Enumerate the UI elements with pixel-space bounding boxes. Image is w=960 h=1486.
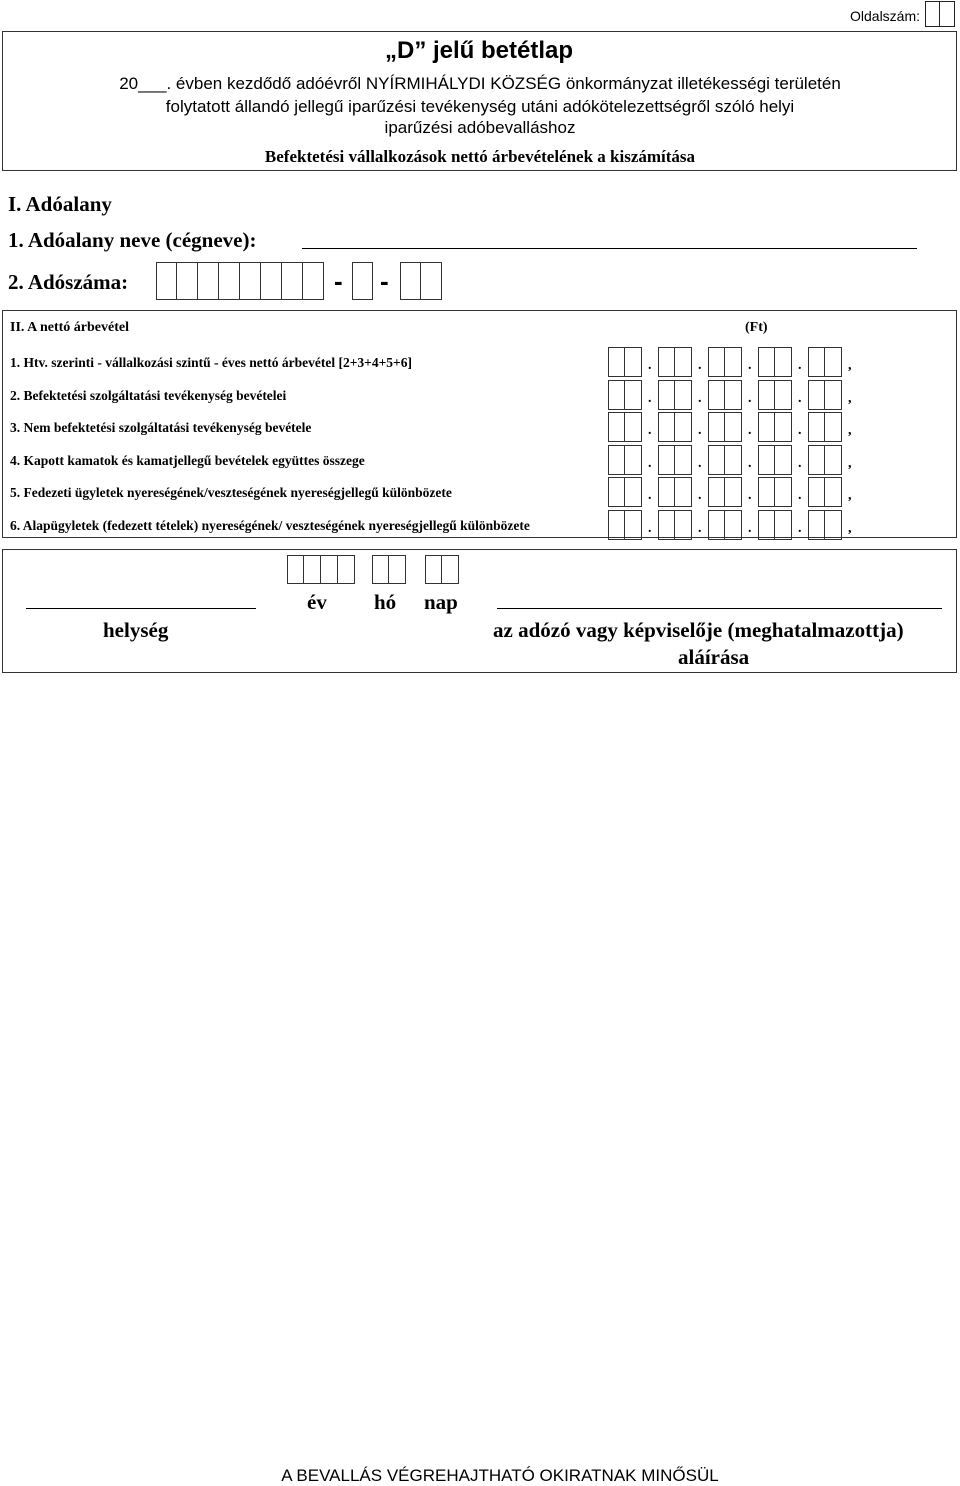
form-description-line-1: 20___. évben kezdődő adóévről NYÍRMIHÁLYDI KÖZSÉG önkormányzat illetékességi területén — [119, 74, 841, 93]
amount-digit-box[interactable] — [825, 445, 842, 475]
revenue-amount-field[interactable] — [608, 380, 858, 406]
year-digit-box[interactable] — [304, 555, 321, 584]
tax-digit-box[interactable] — [177, 262, 198, 300]
tax-digit-box[interactable] — [421, 262, 442, 300]
amount-digit-box[interactable] — [625, 347, 642, 377]
thousands-separator: . — [698, 455, 702, 471]
amount-digit-box[interactable] — [775, 380, 792, 410]
decimal-separator: , — [848, 520, 852, 536]
amount-digit-box[interactable] — [758, 477, 775, 507]
year-digit-box[interactable] — [338, 555, 355, 584]
form-title: „D” jelű betétlap — [385, 37, 574, 64]
section-1-heading: I. Adóalany — [8, 192, 112, 216]
amount-digit-box[interactable] — [625, 445, 642, 475]
revenue-row-label: 6. Alapügyletek (fedezett tételek) nyereségének/ veszteségének nyereségjellegű különbözete — [10, 517, 530, 533]
amount-digit-box[interactable] — [725, 445, 742, 475]
form-description-line-3: iparűzési adóbevalláshoz — [384, 118, 576, 137]
revenue-amount-field[interactable] — [608, 412, 858, 438]
decimal-separator: , — [848, 423, 852, 438]
amount-digit-box[interactable] — [658, 445, 675, 475]
amount-digit-box[interactable] — [825, 380, 842, 410]
amount-digit-box[interactable] — [775, 445, 792, 475]
amount-digit-box[interactable] — [608, 380, 625, 410]
place-field[interactable] — [26, 608, 256, 609]
year-digit-box[interactable] — [321, 555, 338, 584]
tax-digit-box[interactable] — [352, 262, 373, 300]
revenue-amount-field[interactable] — [608, 347, 858, 373]
amount-digit-box[interactable] — [658, 510, 675, 540]
revenue-row-label: 5. Fedezeti ügyletek nyereségének/veszteségének nyereségjellegű különbözete — [10, 485, 452, 500]
amount-digit-box[interactable] — [775, 347, 792, 377]
tax-number-label: 2. Adószáma: — [8, 270, 129, 294]
thousands-separator: . — [698, 358, 702, 373]
form-subtitle: Befektetési vállalkozások nettó árbevételének a kiszámítása — [264, 147, 696, 166]
revenue-row-label: 2. Befektetési szolgáltatási tevékenység bevételei — [10, 387, 287, 403]
form-description-line-2: folytatott állandó jellegű iparűzési tevékenység utáni adókötelezettségről szóló helyi — [165, 97, 795, 116]
amount-digit-box[interactable] — [608, 510, 625, 540]
amount-digit-box[interactable] — [825, 412, 842, 442]
thousands-separator: . — [748, 423, 752, 438]
day-boxes[interactable] — [425, 555, 459, 584]
amount-digit-box[interactable] — [825, 477, 842, 507]
month-boxes[interactable] — [372, 555, 406, 584]
amount-digit-box[interactable] — [608, 347, 625, 377]
taxpayer-name-label: 1. Adóalany neve (cégneve): — [8, 228, 257, 252]
revenue-row-label: 1. Htv. szerinti - vállalkozási szintű - éves nettó árbevétel [2+3+4+5+6] — [10, 355, 412, 370]
thousands-separator: . — [698, 488, 702, 503]
thousands-separator: . — [798, 520, 802, 536]
amount-digit-box[interactable] — [758, 347, 775, 377]
amount-digit-box[interactable] — [675, 445, 692, 475]
decimal-separator: , — [848, 390, 852, 406]
amount-digit-box[interactable] — [725, 347, 742, 377]
thousands-separator: . — [798, 455, 802, 471]
amount-digit-box[interactable] — [725, 412, 742, 442]
amount-digit-box[interactable] — [725, 380, 742, 410]
revenue-amount-field[interactable] — [608, 445, 858, 471]
amount-digit-box[interactable] — [758, 445, 775, 475]
amount-digit-box[interactable] — [625, 510, 642, 540]
thousands-separator: . — [648, 423, 652, 438]
legal-notice-footer: A BEVALLÁS VÉGREHAJTHATÓ OKIRATNAK MINŐSÜL — [281, 1466, 719, 1485]
amount-digit-box[interactable] — [725, 477, 742, 507]
tax-number-vat-box[interactable] — [352, 262, 373, 300]
thousands-separator: . — [748, 488, 752, 503]
amount-digit-box[interactable] — [608, 477, 625, 507]
amount-digit-box[interactable] — [825, 347, 842, 377]
revenue-row-label: 4. Kapott kamatok és kamatjellegű bevételek együttes összege — [10, 452, 365, 468]
amount-digit-box[interactable] — [625, 412, 642, 442]
page-number-digit-box[interactable] — [925, 1, 940, 27]
thousands-separator: . — [798, 390, 802, 406]
signature-section-frame — [2, 549, 957, 673]
place-label: helység — [103, 618, 169, 642]
amount-digit-box[interactable] — [658, 477, 675, 507]
day-digit-box[interactable] — [442, 555, 459, 584]
signature-field[interactable] — [497, 608, 942, 609]
tax-number-separator: - — [334, 266, 343, 296]
amount-digit-box[interactable] — [658, 380, 675, 410]
thousands-separator: . — [748, 358, 752, 373]
amount-digit-box[interactable] — [658, 412, 675, 442]
page-number-boxes[interactable] — [925, 1, 955, 27]
revenue-row-label: 3. Nem befektetési szolgáltatási tevékenység bevétele — [10, 420, 312, 435]
amount-digit-box[interactable] — [708, 477, 725, 507]
amount-digit-box[interactable] — [808, 477, 825, 507]
thousands-separator: . — [798, 423, 802, 438]
amount-digit-box[interactable] — [675, 380, 692, 410]
amount-digit-box[interactable] — [808, 380, 825, 410]
amount-digit-box[interactable] — [725, 510, 742, 540]
amount-digit-box[interactable] — [808, 347, 825, 377]
tax-digit-box[interactable] — [240, 262, 261, 300]
amount-digit-box[interactable] — [625, 477, 642, 507]
revenue-amount-field[interactable] — [608, 477, 858, 503]
taxpayer-name-field[interactable] — [302, 248, 917, 249]
amount-digit-box[interactable] — [825, 510, 842, 540]
signature-label-line-1: az adózó vagy képviselője (meghatalmazottja) — [493, 618, 904, 642]
decimal-separator: , — [848, 358, 852, 373]
thousands-separator: . — [648, 455, 652, 471]
amount-digit-box[interactable] — [808, 412, 825, 442]
tax-digit-box[interactable] — [303, 262, 324, 300]
tax-digit-box[interactable] — [261, 262, 282, 300]
tax-digit-box[interactable] — [219, 262, 240, 300]
thousands-separator: . — [748, 520, 752, 536]
thousands-separator: . — [748, 390, 752, 406]
thousands-separator: . — [698, 423, 702, 438]
tax-number-separator: - — [380, 266, 389, 296]
amount-digit-box[interactable] — [708, 380, 725, 410]
thousands-separator: . — [648, 520, 652, 536]
tax-digit-box[interactable] — [282, 262, 303, 300]
section-2-heading: II. A nettó árbevétel — [10, 320, 129, 335]
amount-digit-box[interactable] — [708, 347, 725, 377]
tax-digit-box[interactable] — [400, 262, 421, 300]
amount-digit-box[interactable] — [808, 510, 825, 540]
month-digit-box[interactable] — [389, 555, 406, 584]
thousands-separator: . — [698, 520, 702, 536]
year-label: év — [307, 590, 327, 614]
decimal-separator: , — [848, 488, 852, 503]
amount-digit-box[interactable] — [775, 510, 792, 540]
thousands-separator: . — [648, 358, 652, 373]
tax-digit-box[interactable] — [156, 262, 177, 300]
year-digit-box[interactable] — [287, 555, 304, 584]
tax-number-county-boxes[interactable] — [400, 262, 442, 300]
amount-digit-box[interactable] — [675, 347, 692, 377]
thousands-separator: . — [648, 390, 652, 406]
decimal-separator: , — [848, 455, 852, 471]
amount-digit-box[interactable] — [608, 412, 625, 442]
thousands-separator: . — [648, 488, 652, 503]
amount-digit-box[interactable] — [675, 477, 692, 507]
currency-unit-label: (Ft) — [745, 320, 768, 335]
amount-digit-box[interactable] — [625, 380, 642, 410]
thousands-separator: . — [698, 390, 702, 406]
amount-digit-box[interactable] — [708, 510, 725, 540]
amount-digit-box[interactable] — [775, 412, 792, 442]
amount-digit-box[interactable] — [808, 445, 825, 475]
year-boxes[interactable] — [287, 555, 355, 584]
tax-number-main-boxes[interactable] — [156, 262, 324, 300]
amount-digit-box[interactable] — [708, 412, 725, 442]
day-label: nap — [424, 590, 458, 614]
amount-digit-box[interactable] — [758, 380, 775, 410]
amount-digit-box[interactable] — [675, 510, 692, 540]
tax-digit-box[interactable] — [198, 262, 219, 300]
month-label: hó — [374, 590, 397, 614]
thousands-separator: . — [798, 358, 802, 373]
page-number-label: Oldalszám: — [850, 8, 921, 24]
amount-digit-box[interactable] — [608, 445, 625, 475]
amount-digit-box[interactable] — [675, 412, 692, 442]
page-number-digit-box[interactable] — [940, 1, 955, 27]
month-digit-box[interactable] — [372, 555, 389, 584]
amount-digit-box[interactable] — [775, 477, 792, 507]
day-digit-box[interactable] — [425, 555, 442, 584]
signature-label-line-2: aláírása — [678, 645, 750, 669]
revenue-amount-field[interactable] — [608, 510, 858, 536]
amount-digit-box[interactable] — [658, 347, 675, 377]
thousands-separator: . — [798, 488, 802, 503]
thousands-separator: . — [748, 455, 752, 471]
amount-digit-box[interactable] — [708, 445, 725, 475]
amount-digit-box[interactable] — [758, 510, 775, 540]
amount-digit-box[interactable] — [758, 412, 775, 442]
